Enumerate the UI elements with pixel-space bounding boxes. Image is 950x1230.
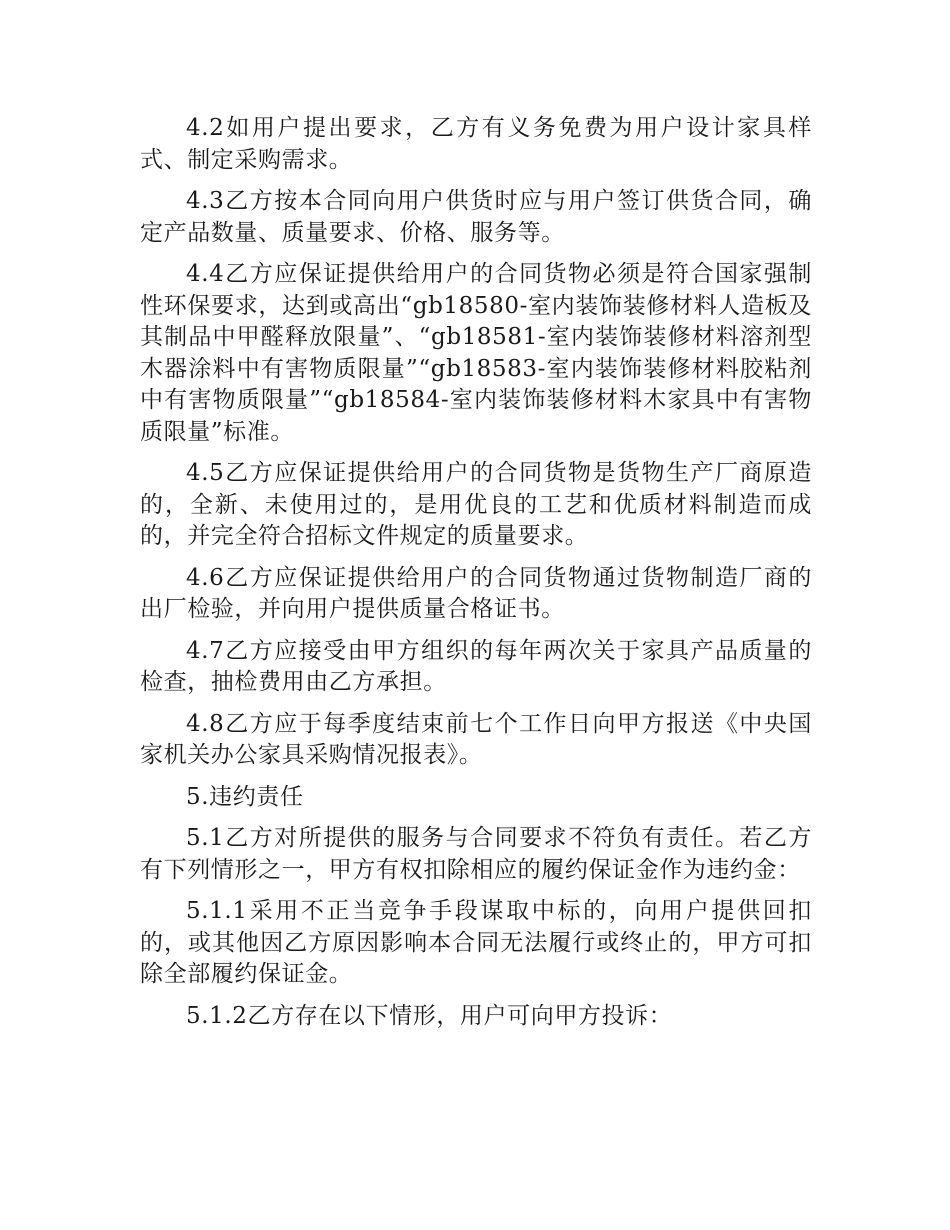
clause-4-7: 4.7乙方应接受由甲方组织的每年两次关于家具产品质量的检查，抽检费用由乙方承担。	[140, 637, 812, 695]
document-body	[140, 113, 812, 1042]
clause-4-3: 4.3乙方按本合同向用户供货时应与用户签订供货合同，确定产品数量、质量要求、价格、服务等。	[140, 188, 812, 246]
clause-4-6: 4.6乙方应保证提供给用户的合同货物通过货物制造厂商的出厂检验，并向用户提供质量合格证书。	[140, 564, 812, 622]
clause-5-1: 5.1乙方对所提供的服务与合同要求不符负有责任。若乙方有下列情形之一，甲方有权扣除相应的履约保证金作为违约金：	[140, 825, 812, 883]
section-heading-5: 5.违约责任	[186, 783, 304, 810]
clause-4-8: 4.8乙方应于每季度结束前七个工作日向甲方报送《中央国家机关办公家具采购情况报表》。	[140, 710, 812, 768]
clause-5-1-2: 5.1.2乙方存在以下情形，用户可向甲方投诉：	[186, 1002, 673, 1029]
clause-5-1-1: 5.1.1采用不正当竞争手段谋取中标的，向用户提供回扣的，或其他因乙方原因影响本合同无法履行或终止的，甲方可扣除全部履约保证金。	[140, 898, 812, 987]
clause-4-4: 4.4乙方应保证提供给用户的合同货物必须是符合国家强制性环保要求，达到或高出“gb18580-室内装饰装修材料人造板及其制品中甲醛释放限量”、“gb18581-室内装饰装修材料溶剂型木器涂料中有害物质限量”“gb18583-室内装饰装修材料胶粘剂中有害物质限量”“gb18584-室内装饰装修材料木家具中有害物质限量”标准。	[140, 261, 812, 445]
clause-4-5: 4.5乙方应保证提供给用户的合同货物是货物生产厂商原造的，全新、未使用过的，是用优良的工艺和优质材料制造而成的，并完全符合招标文件规定的质量要求。	[140, 460, 812, 549]
clause-4-2: 4.2如用户提出要求，乙方有义务免费为用户设计家具样式、制定采购需求。	[140, 115, 812, 173]
